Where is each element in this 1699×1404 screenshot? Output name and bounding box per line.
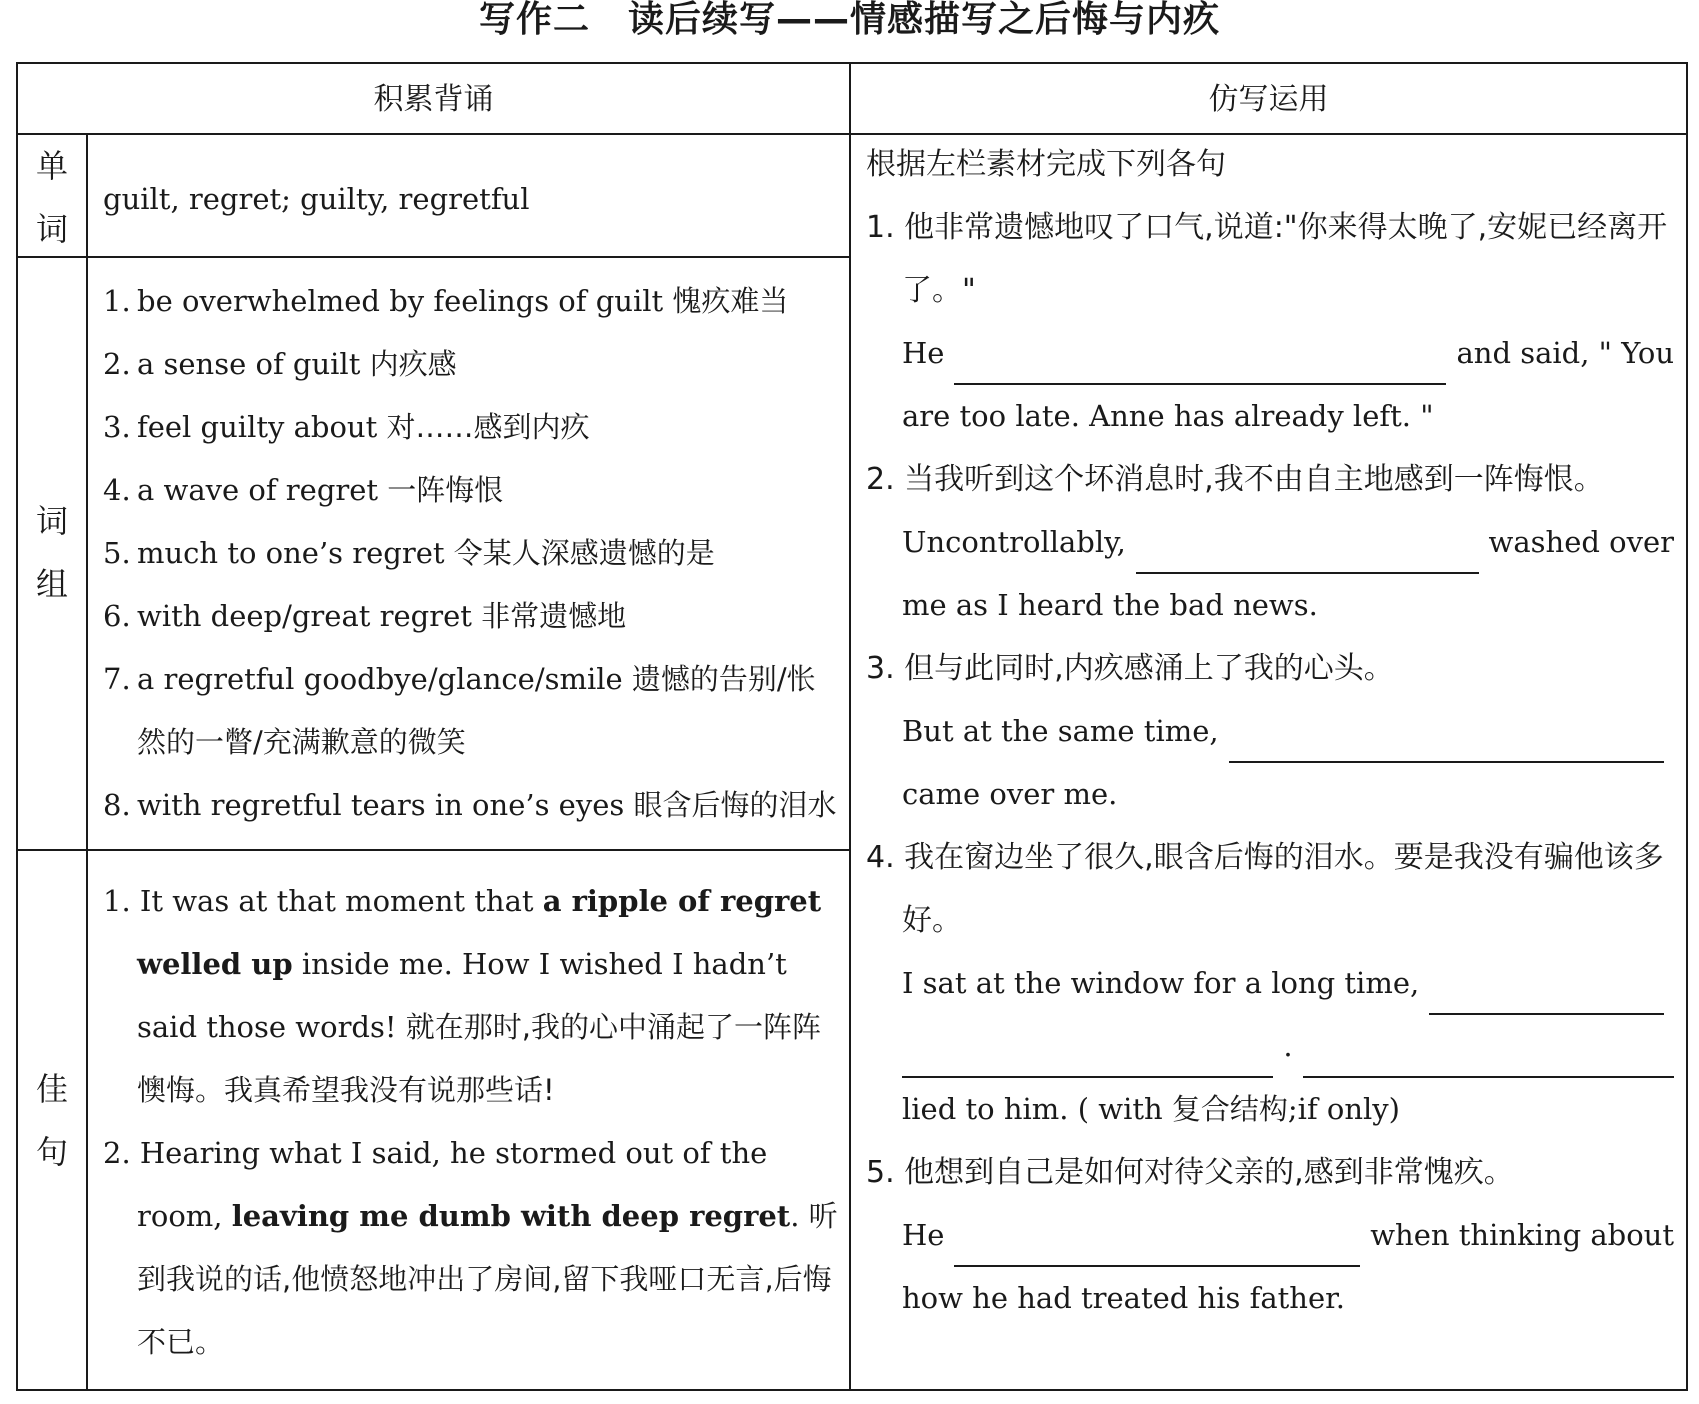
exercise-1-line [866,322,1674,385]
sentence-cn: 听到我说的话,他愤怒地冲出了房间,留下我哑口无言,后悔不已。 [137,1199,838,1359]
label-phrases-1: 词 [35,502,68,540]
answer-blank[interactable] [1229,723,1664,763]
phrase-num: 8. [103,788,131,822]
sentence-1 [103,870,838,1122]
page-title [0,0,1699,48]
phrase-num: 7. [103,662,131,696]
table-border-left [16,62,18,1391]
exercise-4-line2 [866,1015,1674,1078]
phrase-num: 1. [103,284,131,318]
phrase-en: much to one’s regret [137,536,445,570]
exercise-2-line [866,511,1674,574]
phrase-num: 4. [103,473,131,507]
exercise-1-cn: 1. 他非常遗憾地叹了口气,说道:"你来得太晚了,安妮已经离开了。" [866,210,1668,308]
sentence-block [103,870,838,1374]
exercise-3-tail: came over me. [902,777,1118,811]
label-sentences-2: 句 [35,1133,68,1171]
table-border-bottom [16,1389,1688,1391]
exercise-text: washed over [1488,525,1674,559]
answer-blank[interactable] [1136,534,1479,574]
phrase-cn: 愧疚难当 [672,284,789,318]
exercise-2-cn: 2. 当我听到这个坏消息时,我不由自主地感到一阵悔恨。 [866,462,1604,497]
phrase-cn: 眼含后悔的泪水 [633,788,837,822]
label-sentences-1: 佳 [35,1070,68,1108]
label-divider [86,133,88,1391]
list-item [103,648,843,774]
sentence-text: Hearing what I said, he stormed out of the room, [137,1136,768,1233]
exercise-text: Uncontrollably, [902,525,1126,559]
sentence-2 [103,1122,838,1374]
list-item [103,270,843,333]
sentence-text: inside me. How I wished I hadn’t said those words! [137,947,787,1044]
phrase-cn: 令某人深感遗憾的是 [453,536,715,570]
list-item [103,774,843,837]
answer-blank[interactable] [902,1038,1273,1078]
phrase-cn: 对……感到内疚 [386,410,590,444]
sentence-num: 2. [103,1136,131,1170]
exercise-text: and said, " You [1456,336,1674,370]
phrase-list [103,270,843,837]
words-content: guilt, regret; guilty, regretful [103,182,530,216]
exercise-3-cn: 3. 但与此同时,内疚感涌上了我的心头。 [866,651,1394,686]
sentence-num: 1. [103,884,131,918]
phrase-cn: 非常遗憾地 [481,599,627,633]
answer-blank[interactable] [954,345,1446,385]
exercise-4-cn: 4. 我在窗边坐了很久,眼含后悔的泪水。要是我没有骗他该多好。 [866,840,1664,938]
phrase-en: with regretful tears in one’s eyes [137,788,625,822]
label-words-1: 单 [35,147,68,185]
list-item [103,333,843,396]
answer-blank[interactable] [1429,975,1664,1015]
phrase-num: 2. [103,347,131,381]
label-words-2: 词 [35,210,68,248]
exercise-intro: 根据左栏素材完成下列各句 [866,147,1226,182]
list-item [103,585,843,648]
header-right: 仿写运用 [1208,82,1329,117]
list-item [103,522,843,585]
column-divider [849,62,851,1391]
phrase-en: feel guilty about [137,410,378,444]
label-sentences [18,1058,86,1188]
exercise-5-tail: how he had treated his father. [902,1281,1346,1315]
label-phrases-2: 组 [35,565,68,603]
phrase-en: a regretful goodbye/glance/smile [137,662,623,696]
sentence-text: . [790,1199,800,1233]
exercise-block [866,133,1674,1330]
sentence-text: It was at that moment that [139,884,543,918]
list-item [103,396,843,459]
header-left: 积累背诵 [373,82,494,117]
list-item [103,459,843,522]
phrase-cn-cont: 然的一瞥/充满歉意的微笑 [137,725,466,759]
exercise-text: But at the same time, [902,714,1219,748]
exercise-text: He [902,336,945,370]
exercise-4-tail: lied to him. ( with 复合结构;if only) [902,1092,1400,1126]
exercise-2-tail: me as I heard the bad news. [902,588,1318,622]
exercise-text: when thinking about [1370,1218,1674,1252]
exercise-text: . [1283,1029,1293,1063]
answer-blank[interactable] [954,1227,1360,1267]
sentence-bold: a ripple of regret welled up [137,884,822,981]
sentence-cn: 就在那时,我的心中涌起了一阵阵懊悔。我真希望我没有说那些话! [137,1010,821,1107]
exercise-4-line [866,952,1674,1015]
exercise-5-cn: 5. 他想到自己是如何对待父亲的,感到非常愧疚。 [866,1155,1514,1190]
exercise-3-line [866,700,1674,763]
phrase-en: a sense of guilt [137,347,361,381]
phrase-en: with deep/great regret [137,599,472,633]
exercise-text: I sat at the window for a long time, [902,966,1420,1000]
phrase-num: 6. [103,599,131,633]
row-divider-phrases [16,849,851,851]
label-words [18,135,86,256]
sentence-bold: leaving me dumb with deep regret [231,1199,791,1233]
phrase-num: 3. [103,410,131,444]
phrase-cn: 一阵悔恨 [387,473,504,507]
phrase-en: be overwhelmed by feelings of guilt [137,284,664,318]
row-divider-words [16,256,851,258]
phrase-cn: 内疚感 [369,347,457,381]
exercise-5-line [866,1204,1674,1267]
phrase-num: 5. [103,536,131,570]
phrase-cn: 遗憾的告别/怅 [631,662,816,696]
label-phrases [18,490,86,620]
answer-blank[interactable] [1303,1038,1674,1078]
title-part2: 读后续写——情感描写之后悔与内疚 [628,0,1221,40]
exercise-text: He [902,1218,945,1252]
table-border-right [1686,62,1688,1391]
phrase-en: a wave of regret [137,473,379,507]
title-part1: 写作二 [478,0,590,40]
exercise-1-tail: are too late. Anne has already left. " [902,399,1434,433]
